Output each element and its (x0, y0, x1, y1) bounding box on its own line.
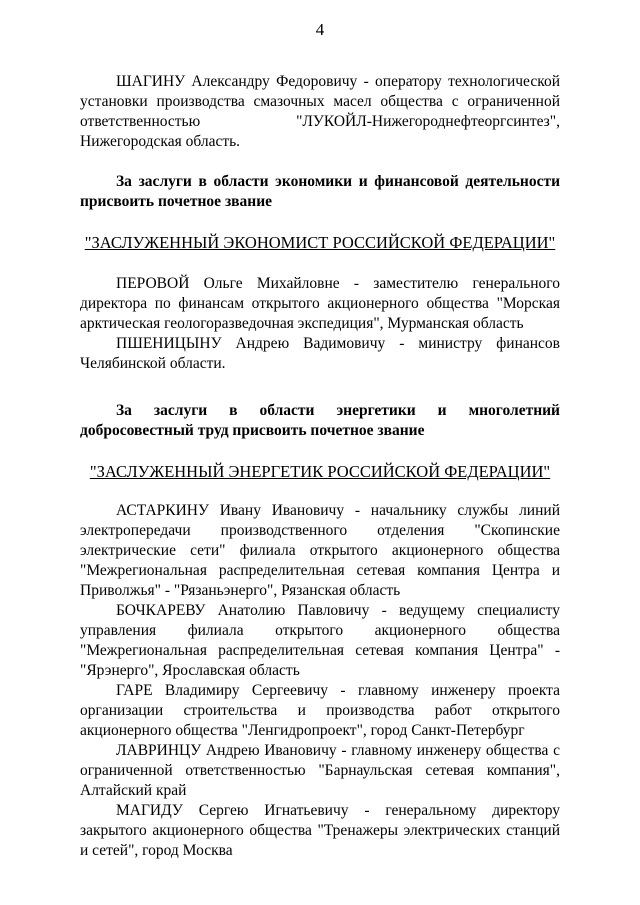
award-entry-gara: ГАРЕ Владимиру Сергеевичу - главному инженеру проекта организации строительства и производства работ открытого акционерного общества "Ленгидропроект", город Санкт-Петербург (80, 682, 560, 739)
award-entry-magid: МАГИДУ Сергею Игнатьевичу - генеральному директору закрытого акционерного общества "Тренажеры электрических станций и сетей", город Москва (80, 802, 560, 859)
title-economist-heading (80, 233, 560, 253)
page-number: 4 (315, 20, 325, 39)
title-economist: "ЗАСЛУЖЕННЫЙ ЭКОНОМИСТ РОССИЙСКОЙ ФЕДЕРАЦИИ" (84, 233, 556, 252)
section-heading-energy: За заслуги в области энергетики и многолетний добросовестный труд присвоить почетное звание (80, 402, 560, 439)
document-body (80, 72, 560, 861)
award-entry-pshenitsyn: ПШЕНИЦЫНУ Андрею Вадимовичу - министру финансов Челябинской области. (80, 335, 560, 372)
title-energy: "ЗАСЛУЖЕННЫЙ ЭНЕРГЕТИК РОССИЙСКОЙ ФЕДЕРАЦИИ" (89, 462, 551, 481)
award-entry-astarkin: АСТАРКИНУ Ивану Ивановичу - начальнику службы линий электропередачи производственного отделения "Скопинские электрические сети" филиала открытого акционерного общества "Межрегиональная распределительная сетевая компания Центра и Приволжья" - "Рязаньэнерго", Рязанская область (80, 502, 560, 599)
title-energy-heading (80, 462, 560, 482)
section-heading-economy: За заслуги в области экономики и финансовой деятельности присвоить почетное звание (80, 173, 560, 210)
award-entry-lavrinets: ЛАВРИНЦУ Андрею Ивановичу - главному инженеру общества с ограниченной ответственностью "Барнаульская сетевая компания", Алтайский край (80, 742, 560, 799)
award-entry-shagin: ШАГИНУ Александру Федоровичу - оператору технологической установки производства смазочных масел общества с ограниченной ответственностью "ЛУКОЙЛ-Нижегороднефтеоргсинтез", Нижегородская область. (80, 73, 560, 150)
award-entry-bochkarev: БОЧКАРЕВУ Анатолию Павловичу - ведущему специалисту управления филиала открытого акционерного общества "Межрегиональная распределительная сетевая компания Центра" - "Ярэнерго", Ярославская область (80, 602, 560, 679)
award-entry-perova: ПЕРОВОЙ Ольге Михайловне - заместителю генерального директора по финансам открытого акционерного общества "Морская арктическая геологоразведочная экспедиция", Мурманская область (80, 275, 560, 332)
